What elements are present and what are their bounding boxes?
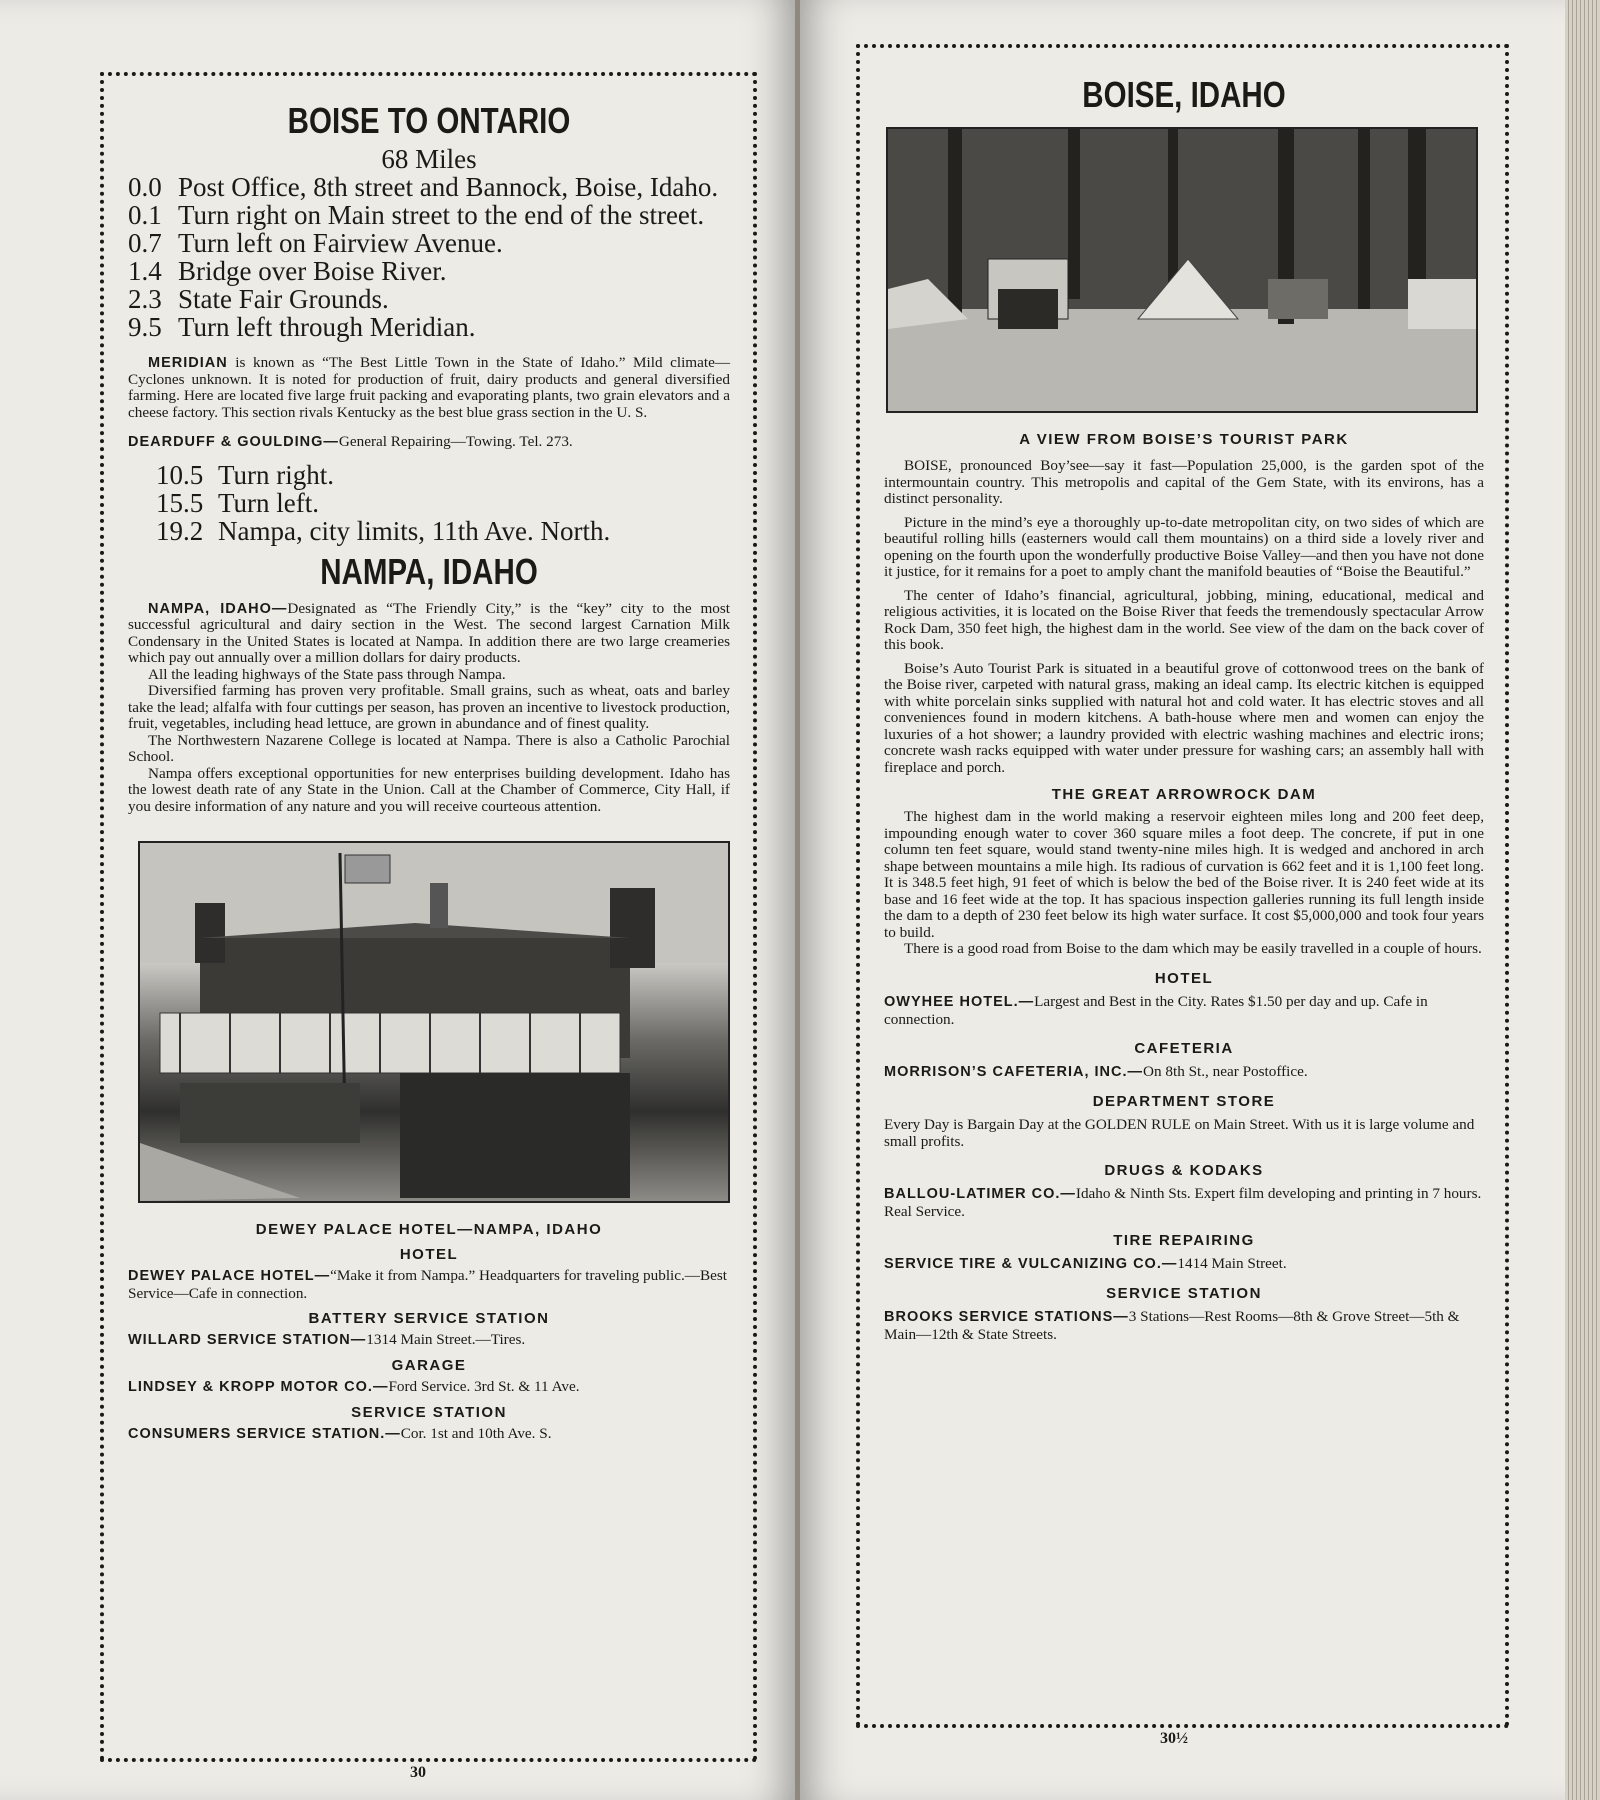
morrison-listing: MORRISON’S CAFETERIA, INC.—On 8th St., near Postoffice. <box>884 1062 1308 1080</box>
golden-rule-listing: Every Day is Bargain Day at the GOLDEN RULE on Main Street. With us it is large volume and small profits. <box>884 1115 1475 1150</box>
ballou-latimer-listing: BALLOU-LATIMER CO.—Idaho & Ninth Sts. Expert film developing and printing in 7 hours. Real Service. <box>884 1184 1482 1220</box>
boise-paragraph-1: BOISE, pronounced Boy’see—say it fast—Population 25,000, is the garden spot of the intermountain country. This metropolis and capital of the Gem State, with its environs, has a distinct personality. <box>884 457 1484 508</box>
nampa-title: NAMPA, IDAHO <box>320 551 538 593</box>
route-step: 19.2 Nampa, city limits, 11th Ave. North. <box>156 516 611 547</box>
service-tire-listing: SERVICE TIRE & VULCANIZING CO.—1414 Main Street. <box>884 1254 1287 1272</box>
route-step: 15.5 Turn left. <box>156 488 320 519</box>
page-number-right: 30½ <box>1160 1730 1188 1747</box>
route-step: 10.5 Turn right. <box>156 460 335 491</box>
consumers-listing: CONSUMERS SERVICE STATION.—Cor. 1st and 10th Ave. S. <box>128 1425 552 1443</box>
boise-paragraph-2: Picture in the mind’s eye a thoroughly up-to-date metropolitan city, on two sides of which are beautiful rolling hills (easterners would call them mountains) on a third side a lovely river and opening on the fourth upon the wonderfully productive Boise Valley—and then you have not done it justice, for it remains for a poet to amply chant the manifold beauties of “Boise the Beautiful.” <box>884 513 1484 581</box>
right-page-content <box>884 74 1484 1343</box>
tourist-park-caption: A VIEW FROM BOISE’S TOURIST PARK <box>1019 431 1349 449</box>
route-step: 0.1 Turn right on Main street to the end of the street. <box>128 200 705 231</box>
meridian-paragraph: MERIDIAN is known as “The Best Little Town in the State of Idaho.” Mild climate—Cyclones unknown. It is noted for production of fruit, dairy products and general diversified farming. Here are located five large fruit packing and evaporating plants, two grain elevators and a cheese factory. This section rivals Kentucky as the best blue grass section in the U. S. <box>128 354 731 421</box>
route-step: 9.5 Turn left through Meridian. <box>128 312 476 343</box>
service-station-heading-right: SERVICE STATION <box>1106 1284 1262 1302</box>
owyhee-listing: OWYHEE HOTEL.—Largest and Best in the City. Rates $1.50 per day and up. Cafe in connection. <box>884 992 1428 1028</box>
page-edges <box>1565 0 1600 1800</box>
route-step: 2.3 State Fair Grounds. <box>128 284 389 315</box>
route-step: 0.7 Turn left on Fairview Avenue. <box>128 228 503 259</box>
page-number-left: 30 <box>410 1764 426 1781</box>
hotel-heading: HOTEL <box>399 1246 459 1264</box>
department-store-heading: DEPARTMENT STORE <box>1092 1092 1276 1110</box>
boise-paragraph-3: The center of Idaho’s financial, agricultural, jobbing, mining, educational, medical and religious activities, it is located on the Boise River that feeds the tremendously spectacular Arrow Rock Dam, 350 feet high, the highest dam in the world. See view of the dam on the back cover of this book. <box>884 586 1484 654</box>
route-step: 0.0 Post Office, 8th street and Bannock, Boise, Idaho. <box>128 172 719 203</box>
hotel-heading-right: HOTEL <box>1154 969 1214 987</box>
tourist-park-photo <box>886 127 1478 413</box>
boise-title: BOISE, IDAHO <box>1082 74 1286 115</box>
route-title: BOISE TO ONTARIO <box>287 100 571 141</box>
tire-repairing-heading: TIRE REPAIRING <box>1113 1231 1255 1249</box>
garage-heading: GARAGE <box>391 1357 467 1375</box>
lindsey-kropp-listing: LINDSEY & KROPP MOTOR CO.—Ford Service. 3rd St. & 11 Ave. <box>128 1378 580 1396</box>
hotel-photo-caption: DEWEY PALACE HOTEL—NAMPA, IDAHO <box>255 1221 603 1239</box>
cafeteria-heading: CAFETERIA <box>1134 1039 1234 1057</box>
dewey-hotel-listing: DEWEY PALACE HOTEL—“Make it from Nampa.” Headquarters for traveling public.—Best Service—Cafe in connection. <box>128 1267 727 1303</box>
dearduff-listing: DEARDUFF & GOULDING—General Repairing—Towing. Tel. 273. <box>128 433 573 451</box>
left-page-content <box>128 100 730 1443</box>
drugs-heading: DRUGS & KODAKS <box>1104 1161 1264 1179</box>
willard-listing: WILLARD SERVICE STATION—1314 Main Street.—Tires. <box>128 1331 526 1349</box>
service-station-heading: SERVICE STATION <box>351 1404 507 1422</box>
left-page <box>0 0 795 1800</box>
dam-heading: THE GREAT ARROWROCK DAM <box>1051 786 1317 804</box>
hotel-photo <box>138 841 730 1203</box>
battery-heading: BATTERY SERVICE STATION <box>308 1310 550 1328</box>
nampa-text: NAMPA, IDAHO—Designated as “The Friendly City,” is the “key” city to the most successful agricultural and dairy section in the West. The second largest Carnation Milk Condensary in the United States is located at Nampa. In addition there are two large creameries which pay out annually over a million dollars for dairy products. All the leading highways of the State pass through Nampa. Diversified farming has proven very profitable. Small grains, such as wheat, oats and barley take the lead; alfalfa with four cuttings per season, has proven an incentive to livestock production, fruit, vegetables, including head lettuce, are grown in abundance and of finest quality. The Northwestern Nazarene College is located at Nampa. There is also a Catholic Parochial School. Nampa offers exceptional opportunities for new enterprises building development. Idaho has the lowest death rate of any State in the Union. Call at the Chamber of Commerce, City Hall, if you desire information of any nature and you will receive courteous attention. <box>128 599 730 815</box>
route-distance: 68 Miles <box>381 144 477 175</box>
boise-paragraph-4: Boise’s Auto Tourist Park is situated in a beautiful grove of cottonwood trees on the bank of the Boise river, carpeted with natural grass, making an ideal camp. Its electric kitchen is equipped with white porcelain sinks supplied with natural hot and cold water. It has electric stoves and all conveniences found in modern kitchens. A bath-house where men and women can enjoy the luxuries of a hot shower; a laundry provided with electric washing machines and electric irons; concrete wash racks equipped with water under pressure for washing cars; an assembly hall with fireplace and porch. <box>884 659 1484 776</box>
brooks-listing: BROOKS SERVICE STATIONS—3 Stations—Rest Rooms—8th & Grove Street—5th & Main—12th & State Streets. <box>884 1307 1460 1343</box>
dam-paragraph-1: The highest dam in the world making a reservoir eighteen miles long and 200 feet deep, impounding enough water to cover 360 square miles a foot deep. The concrete, if put in one column ten feet square, would stand twenty-nine miles high. It is wedged and anchored in arch shape between mountains a mile high. Its radious of curvation is 662 feet and it is 1,100 feet long. It is 348.5 feet high, 91 feet of which is below the bed of the Boise river. It is 240 feet wide at its base and 16 feet wide at the top. It has spacious inspection galleries running its full length inside the dam to a depth of 230 feet below its high water surface. It cost $5,000,000 and took four years to build. <box>884 808 1484 941</box>
dam-paragraph-2: There is a good road from Boise to the dam which may be easily travelled in a couple of hours. <box>904 940 1482 958</box>
route-step: 1.4 Bridge over Boise River. <box>128 256 447 287</box>
route-list-2 <box>128 461 730 545</box>
right-page <box>800 0 1565 1800</box>
route-list <box>128 173 730 341</box>
